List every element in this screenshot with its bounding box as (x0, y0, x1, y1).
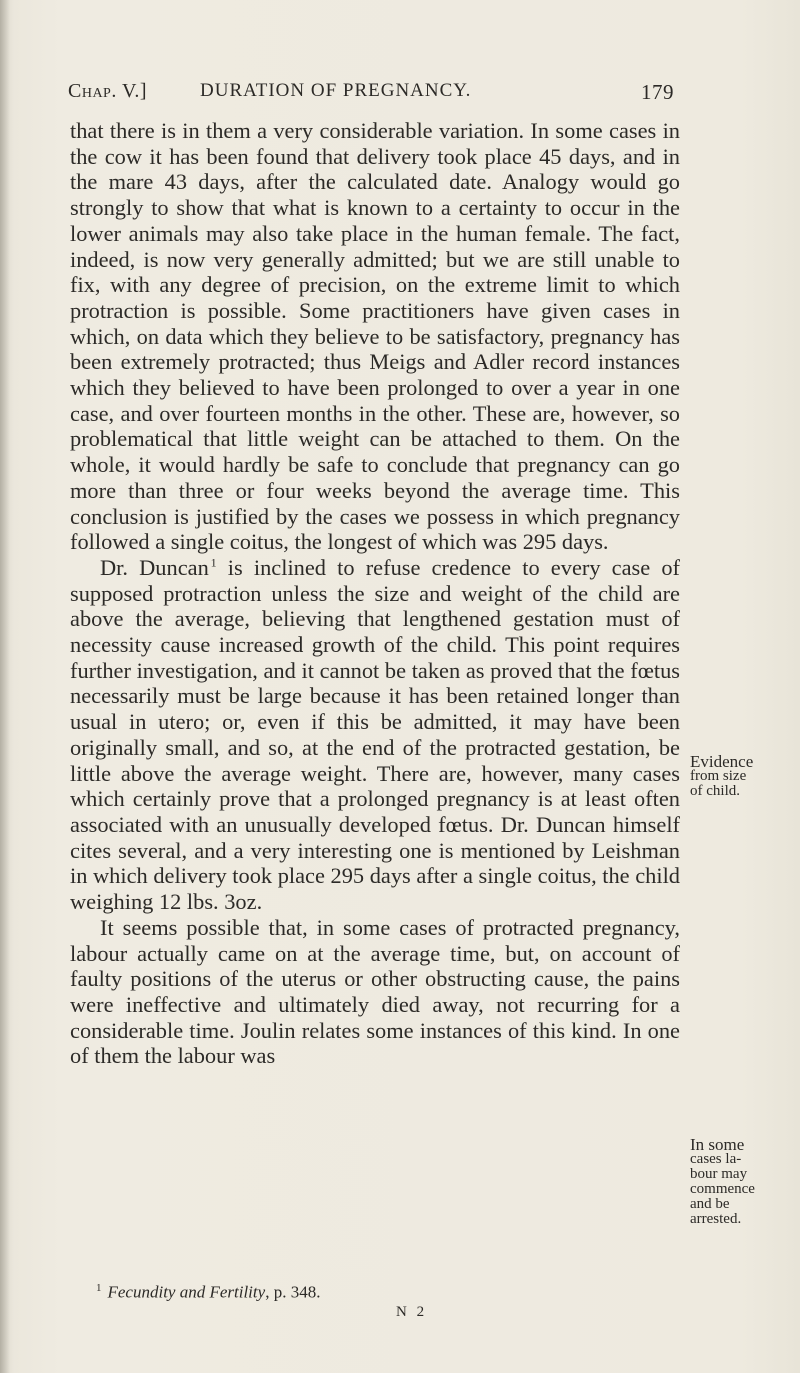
margin-note-line: arrested. (690, 1211, 742, 1227)
page-gutter-shadow (0, 0, 10, 1373)
body-text (70, 118, 680, 1069)
margin-note-line: cases la- (690, 1151, 742, 1167)
signature-mark: N 2 (396, 1304, 428, 1320)
paragraph-analogy: that there is in them a very considerable variation. In some cases in the cow it has been found that delivery took place 45 days, and in the mare 43 days, after the calculated date. Analogy would go strongly to show that what is known to a certainty to occur in the lower animals may also take place in the human female. The fact, indeed, is now very generally admitted; but we are still unable to fix, with any degree of precision, on the extreme limit to which protraction is possible. Some practitioners have given cases in which, on data which they believe to be satisfactory, pregnancy has been extremely protracted; thus Meigs and Adler record instances which they believed to have been prolonged to over a year in one case, and over fourteen months in the other. These are, however, so problematical that little weight can be attached to them. On the whole, it would hardly be safe to conclude that pregnancy can go more than three or four weeks beyond the average time. This conclusion is justified by the cases we possess in which pregnancy followed a single coitus, the longest of which was 295 days. (70, 118, 680, 555)
footnote-page: , p. 348. (265, 1282, 321, 1302)
chapter-label: Chap. V.] (68, 80, 148, 102)
margin-note-line: Evidence (690, 752, 754, 771)
margin-note-line: from size (690, 768, 747, 784)
footnote-title: Fecundity and Fertility (107, 1282, 266, 1302)
footnote (96, 1278, 656, 1303)
margin-note-line: commence (690, 1181, 755, 1197)
footnote-reference: 1 (210, 555, 217, 570)
margin-note-line: of child. (690, 783, 740, 799)
running-header (68, 80, 674, 110)
paragraph-lead: Dr. Duncan (100, 554, 209, 580)
margin-note-line: In some (690, 1135, 745, 1154)
paragraph-duncan (70, 555, 680, 915)
paragraph-duncan-text: is inclined to refuse credence to every case of supposed protraction unless the size and weight of the child are above the average, believing that lengthened gestation must of necessity cause increased growth of the child. This point requires further investigation, and it cannot be taken as proved that the fœtus necessarily must be large because it has been retained longer than usual in utero; or, even if this be admitted, it may have been originally small, and so, at the end of the protracted gestation, be little above the average weight. There are, however, many cases which certainly prove that a prolonged pregnancy is at least often associated with an unusually developed fœtus. Dr. Duncan himself cites several, and a very interesting one is mentioned by Leishman in which delivery took place 295 days after a single coitus, the child weighing 12 lbs. 3oz. (70, 554, 680, 915)
margin-note-evidence (690, 754, 790, 799)
margin-note-line: bour may (690, 1166, 748, 1182)
margin-note-labour (690, 1137, 790, 1227)
paragraph-protracted-labour: It seems possible that, in some cases of protracted pregnancy, labour actually came on at the average time, but, on account of faulty positions of the uterus or other obstructing cause, the pains were ineffective and ultimately died away, not recurring for a considerable time. Joulin relates some instances of this kind. In one of them the labour was (70, 914, 680, 1069)
margin-note-line: and be (690, 1196, 730, 1212)
page-number: 179 (641, 80, 674, 104)
running-title: DURATION OF PREGNANCY. (200, 80, 472, 101)
footnote-marker: 1 (96, 1282, 102, 1294)
